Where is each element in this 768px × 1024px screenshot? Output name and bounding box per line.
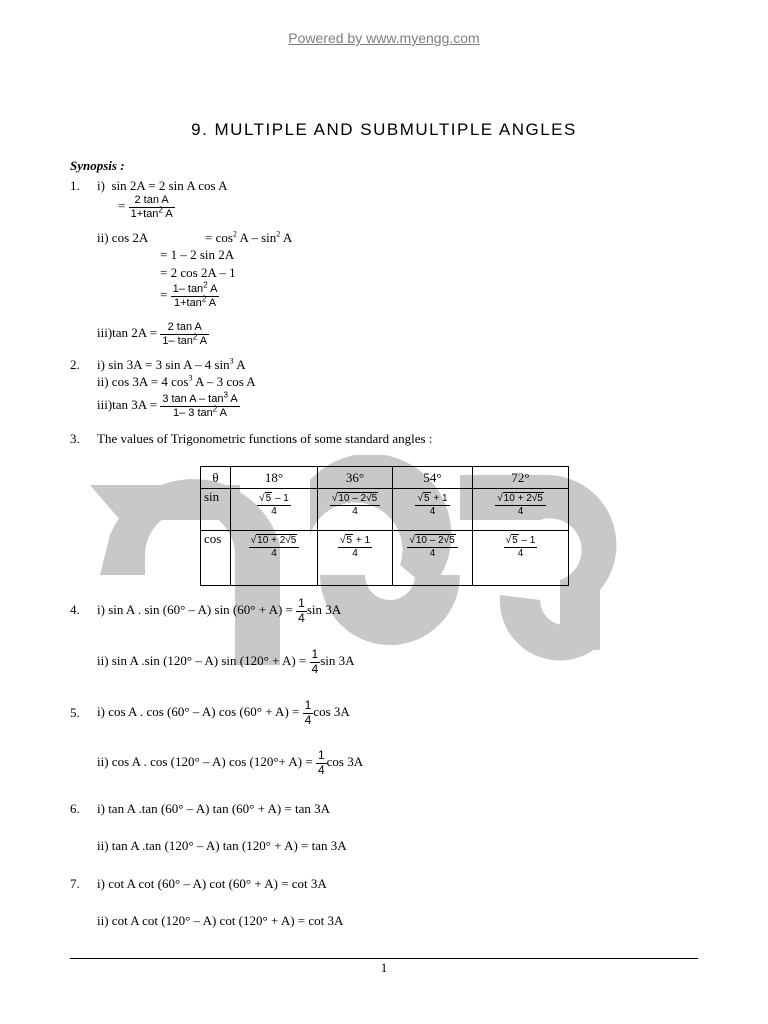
theta-cell: θ (201, 467, 231, 489)
item-number-6: 6. (70, 801, 80, 816)
item-number-5: 5. (70, 705, 80, 720)
s4-ii: ii) sin A .sin (120° – A) sin (120° + A) = $\frac{1}{4}$ sin 3A (97, 646, 355, 676)
item-number-2: 2. (70, 357, 80, 372)
page-title: 9. MULTIPLE AND SUBMULTIPLE ANGLES (191, 120, 577, 139)
sin-36-cell: $\frac{√10 - 2√5}{4}$ (318, 489, 393, 531)
item-number-7: 7. (70, 876, 80, 891)
angle-header: 36° (318, 467, 393, 489)
item-number-1: 1. (70, 178, 80, 193)
sin-72-cell: $\frac{√10 + 2√5}{4}$ (473, 489, 569, 531)
s1-cos2a-rhs: = $\cos^2 A - \sin^2 A$ (205, 229, 293, 245)
sin-54-cell: $\frac{√5 + 1}{4}$ (393, 489, 473, 531)
s1-cos2a: ii) cos 2A (97, 230, 149, 245)
s1-sin2a: i) sin 2A = 2 sin A cos A (97, 178, 228, 193)
s4-i: i) sin A . sin (60° – A) sin (60° + A) = $\frac{1}{4}$ sin 3A (97, 595, 342, 625)
synopsis-label: Synopsis : (70, 158, 125, 173)
s2-tan3a: iii)tan 3A = $\frac{3 \tan A - \tan^3 A}{1- 3 \tan^2 A}$ (97, 390, 238, 419)
s2-cos3a: ii) cos 3A = 4 $\cos^3 A - 3$ cos A (97, 373, 256, 389)
powered-by-link[interactable]: Powered by www.myengg.com (288, 30, 480, 46)
footer-divider (70, 958, 698, 959)
s6-i: i) tan A .tan (60° – A) tan (60° + A) = tan 3A (97, 801, 331, 816)
s7-ii: ii) cot A cot (120° – A) cot (120° + A) = cot 3A (97, 913, 344, 928)
item-number-4: 4. (70, 602, 80, 617)
table-header-row (201, 467, 569, 489)
item-number-3: 3. (70, 431, 80, 446)
s2-sin3a: i) sin 3A = 3 sin A – 4 $\sin^3 A$ (97, 356, 246, 372)
s1-sin2a-fraction: = $\frac{\text{2 tan A}}{1+\tan^2 A}$ (118, 194, 173, 220)
angle-header: 18° (231, 467, 318, 489)
page-number: 1 (380, 960, 388, 975)
s5-i: i) cos A . cos (60° – A) cos (60° + A) = $\frac{1}{4}$ cos 3A (97, 697, 350, 727)
trig-values-table (200, 466, 569, 586)
cos-36-cell: $\frac{√5 + 1}{4}$ (318, 531, 393, 586)
s1-cos2a-fraction: = $\frac{1- \tan^2 A}{1+\tan^2 A}$ (160, 280, 218, 309)
table-row-cos (201, 531, 569, 586)
s1-cos2a-l3: = 2 cos 2A – 1 (160, 265, 236, 280)
angle-header: 72° (473, 467, 569, 489)
s1-tan2a: iii)tan 2A = $\frac{\text{2 tan A}}{1- \tan^2 A}$ (97, 321, 208, 347)
s7-i: i) cot A cot (60° – A) cot (60° + A) = cot 3A (97, 876, 327, 891)
table-row-sin (201, 489, 569, 531)
cos-72-cell: $\frac{√5 - 1}{4}$ (473, 531, 569, 586)
cos-18-cell: $\frac{√10 + 2√5}{4}$ (231, 531, 318, 586)
s5-ii: ii) cos A . cos (120° – A) cos (120°+ A) = $\frac{1}{4}$ cos 3A (97, 747, 364, 777)
cos-54-cell: $\frac{√10 - 2√5}{4}$ (393, 531, 473, 586)
angle-header: 54° (393, 467, 473, 489)
sin-18-cell: $\frac{√5 - 1}{4}$ (231, 489, 318, 531)
s1-cos2a-l2: = 1 – 2 sin 2A (160, 247, 235, 262)
sin-label: sin (201, 489, 231, 531)
cos-label: cos (201, 531, 231, 586)
s6-ii: ii) tan A .tan (120° – A) tan (120° + A) = tan 3A (97, 838, 347, 853)
s3-text: The values of Trigonometric functions of some standard angles : (97, 431, 433, 446)
